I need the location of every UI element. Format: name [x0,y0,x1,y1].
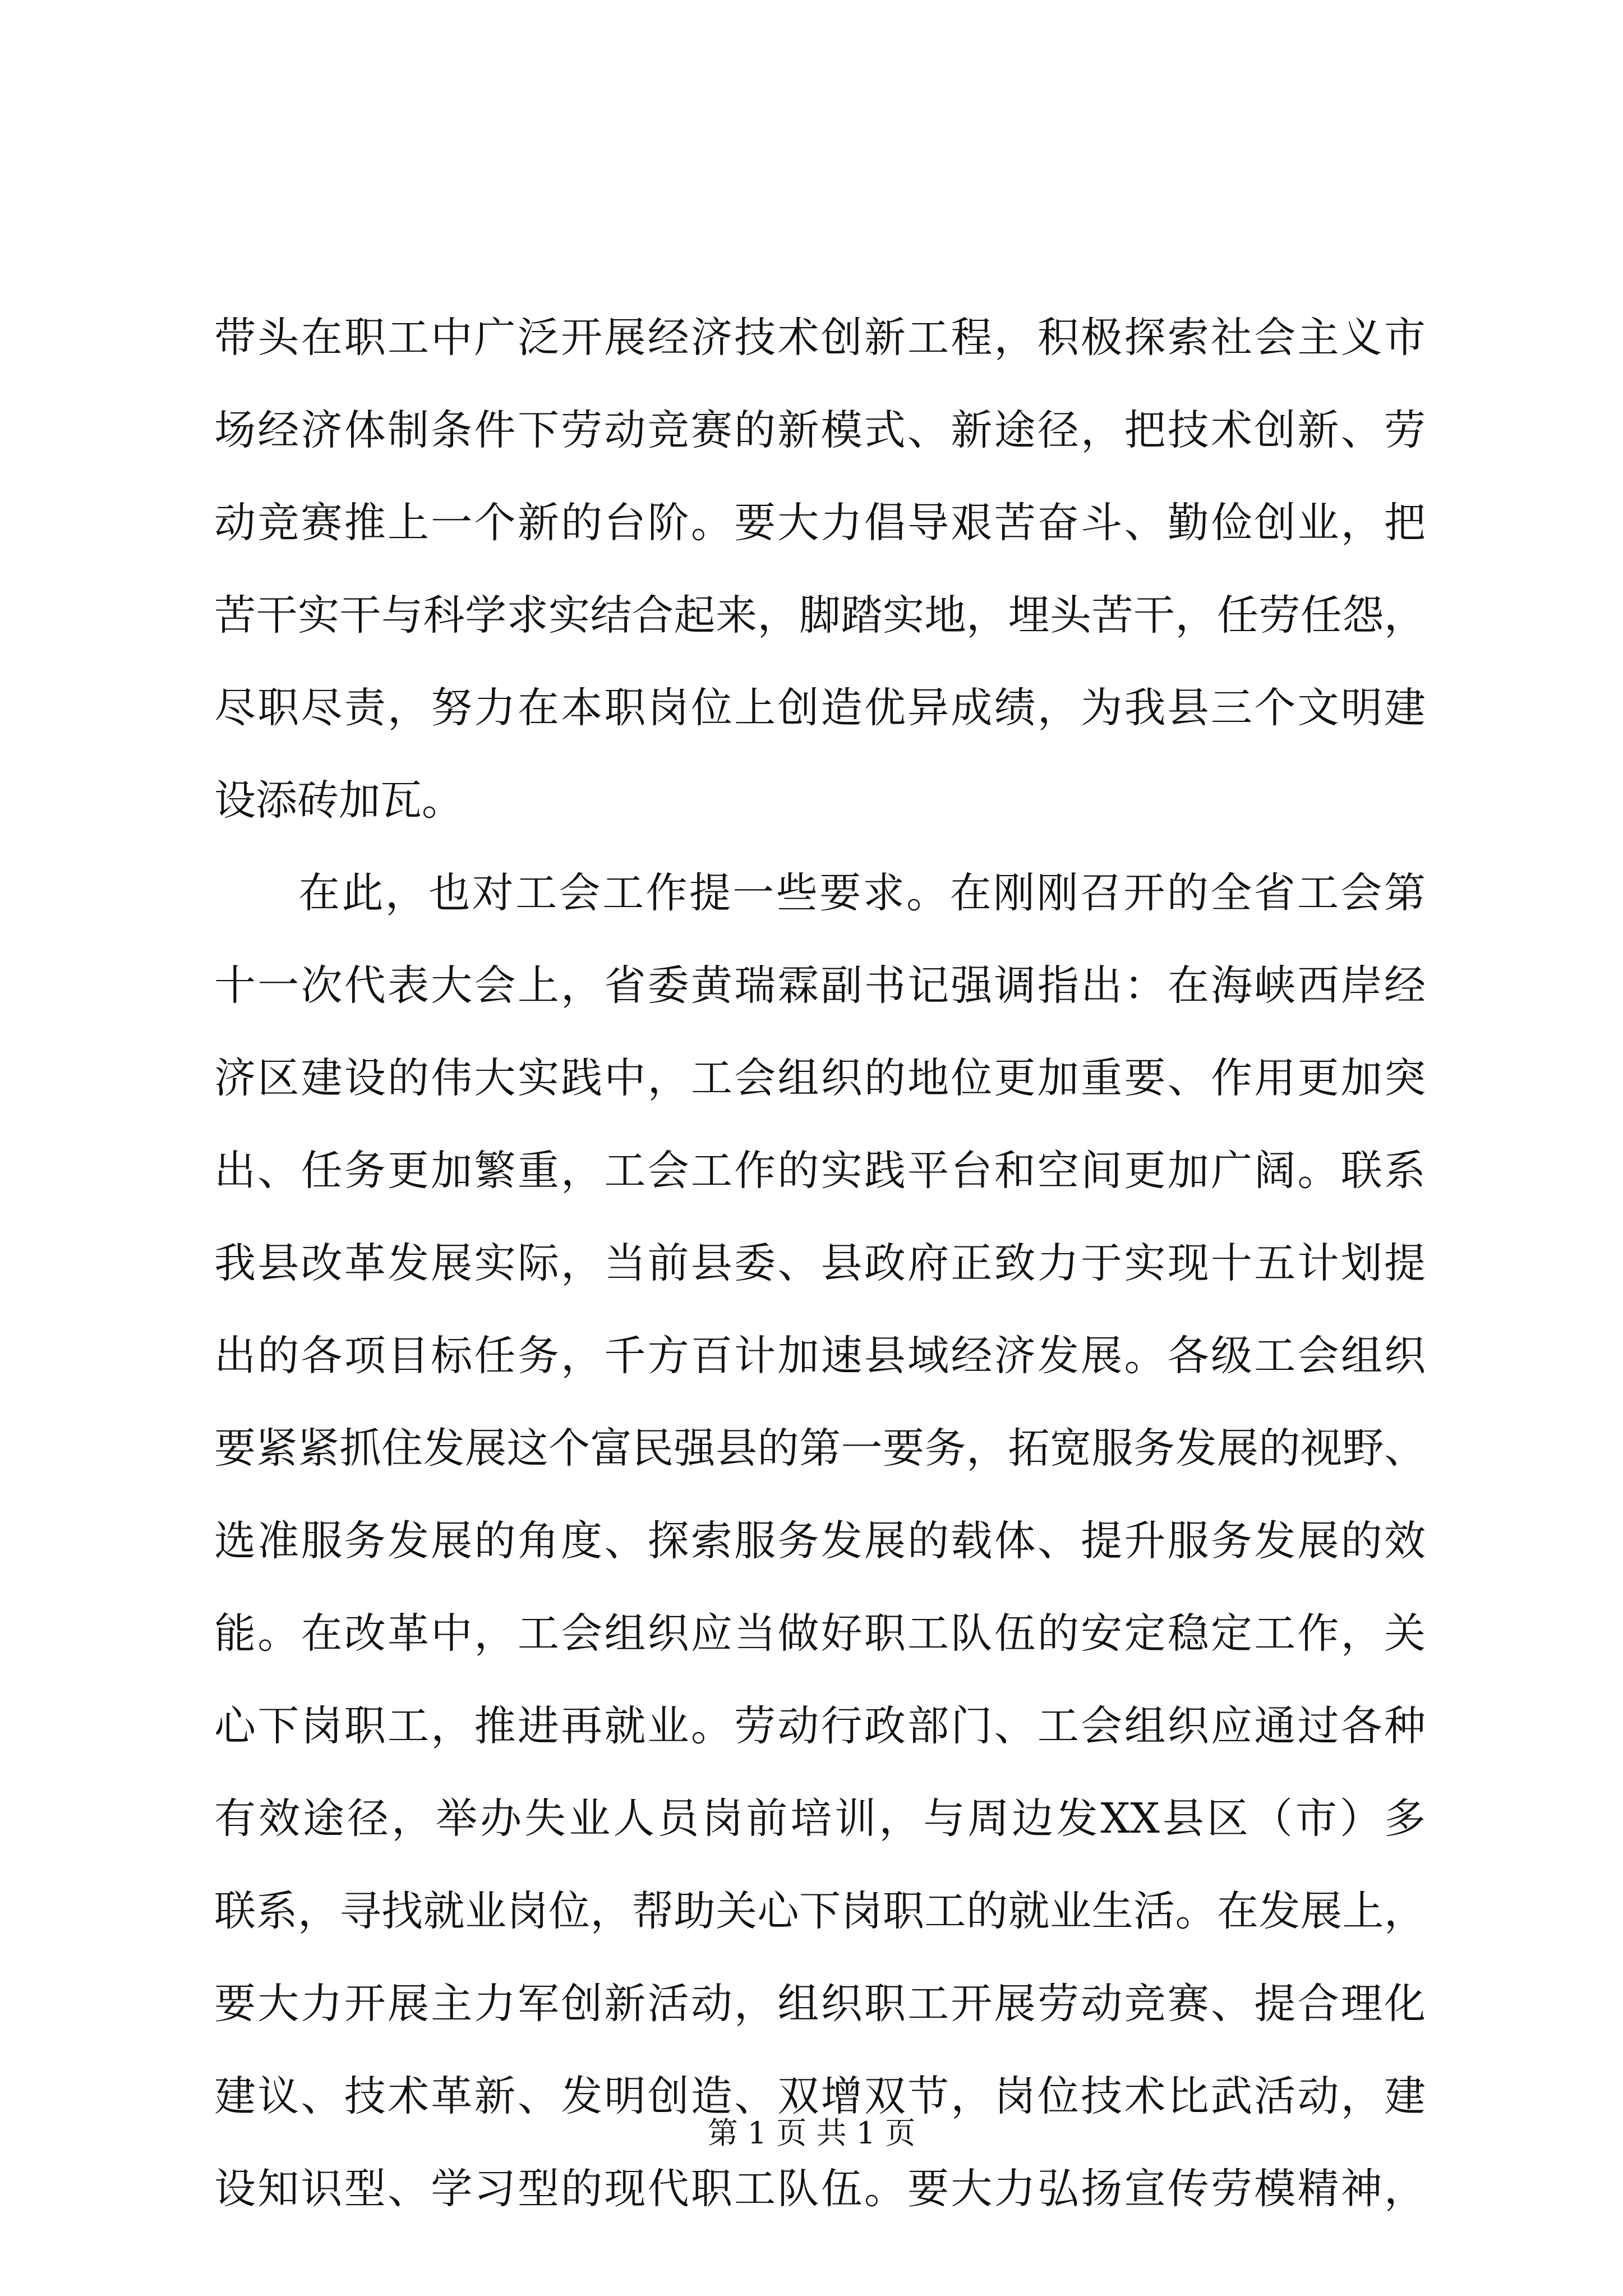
text-line: 能。在改革中，工会组织应当做好职工队伍的安定稳定工作，关 [214,1609,1426,1658]
text-line: 有效途径，举办失业人员岗前培训，与周边发XX县区（市）多 [214,1795,1426,1843]
text-line: 建议、技术革新、发明创造、双增双节，岗位技术比武活动，建 [214,2072,1426,2120]
page-number-footer: 第 1 页 共 1 页 [707,2115,916,2151]
text-line: 出的各项目标任务，千方百计加速县域经济发展。各级工会组织 [214,1332,1426,1380]
text-line: 动竞赛推上一个新的台阶。要大力倡导艰苦奋斗、勤俭创业，把 [214,499,1426,547]
text-line: 尽职尽责，努力在本职岗位上创造优异成绩，为我县三个文明建 [214,684,1426,732]
text-line: 在此，也对工会工作提一些要求。在刚刚召开的全省工会第 [298,869,1426,917]
text-line: 联系，寻找就业岗位，帮助关心下岗职工的就业生活。在发展上， [214,1887,1426,1935]
text-line: 要紧紧抓住发展这个富民强县的第一要务，拓宽服务发展的视野、 [214,1424,1426,1473]
text-line: 带头在职工中广泛开展经济技术创新工程，积极探索社会主义市 [214,314,1426,362]
body-text [214,292,1426,2235]
text-line: 心下岗职工，推进再就业。劳动行政部门、工会组织应通过各种 [214,1702,1426,1750]
text-line: 场经济体制条件下劳动竞赛的新模式、新途径，把技术创新、劳 [214,406,1426,454]
text-line: 设添砖加瓦。 [214,776,463,825]
text-line: 苦干实干与科学求实结合起来，脚踏实地，埋头苦干，任劳任怨， [214,591,1426,639]
text-line: 要大力开展主力军创新活动，组织职工开展劳动竞赛、提合理化 [214,1980,1426,2028]
text-line: 选准服务发展的角度、探索服务发展的载体、提升服务发展的效 [214,1517,1426,1565]
text-line: 设知识型、学习型的现代职工队伍。要大力弘扬宣传劳模精神， [214,2165,1426,2213]
text-line: 十一次代表大会上，省委黄瑞霖副书记强调指出：在海峡西岸经 [214,961,1426,1010]
text-line: 济区建设的伟大实践中，工会组织的地位更加重要、作用更加突 [214,1054,1426,1102]
text-line: 出、任务更加繁重，工会工作的实践平台和空间更加广阔。联系 [214,1147,1426,1195]
text-line: 我县改革发展实际，当前县委、县政府正致力于实现十五计划提 [214,1239,1426,1287]
